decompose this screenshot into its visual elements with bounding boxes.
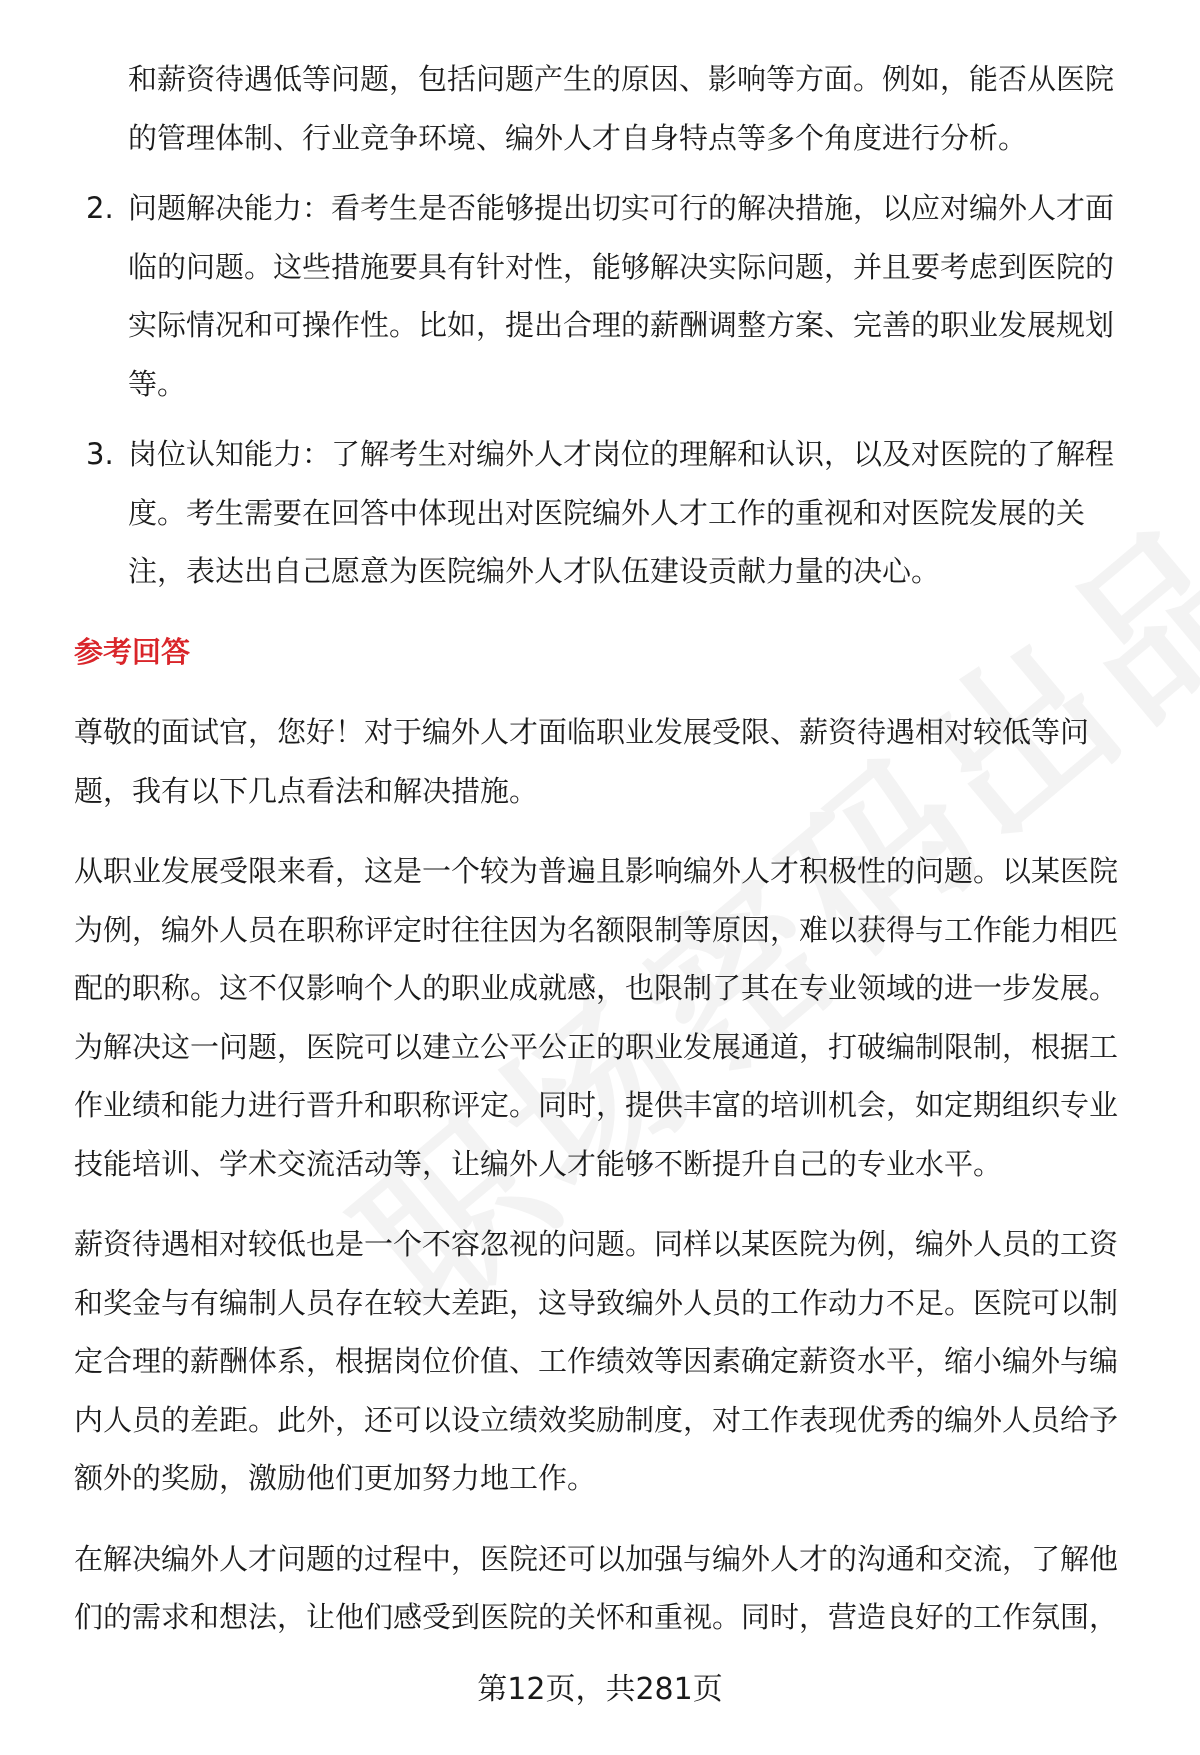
text-line: 配的职称。这不仅影响个人的职业成就感，也限制了其在专业领域的进一步发展。 bbox=[74, 971, 1119, 1005]
text-line: 们的需求和想法，让他们感受到医院的关怀和重视。同时，营造良好的工作氛围， bbox=[74, 1600, 1119, 1634]
list-number: 3. bbox=[86, 437, 114, 471]
text-line: 尊敬的面试官，您好！对于编外人才面临职业发展受限、薪资待遇相对较低等问 bbox=[74, 715, 1090, 749]
text-line: 度。考生需要在回答中体现出对医院编外人才工作的重视和对医院发展的关 bbox=[128, 495, 1086, 530]
criteria-list bbox=[74, 179, 1146, 601]
list-number: 2. bbox=[86, 191, 114, 225]
paragraph bbox=[74, 703, 1146, 820]
section-heading: 参考回答 bbox=[74, 634, 191, 669]
paragraph bbox=[74, 842, 1146, 1193]
text-line: 和奖金与有编制人员存在较大差距，这导致编外人员的工作动力不足。医院可以制 bbox=[74, 1285, 1119, 1320]
text-line: 内人员的差距。此外，还可以设立绩效奖励制度，对工作表现优秀的编外人员给予 bbox=[74, 1402, 1119, 1437]
text-line: 为例，编外人员在职称评定时往往因为名额限制等原因，难以获得与工作能力相匹 bbox=[74, 912, 1119, 947]
text-line: 岗位认知能力：了解考生对编外人才岗位的理解和认识，以及对医院的了解程 bbox=[128, 437, 1115, 471]
text-line: 为解决这一问题，医院可以建立公平公正的职业发展通道，打破编制限制，根据工 bbox=[74, 1029, 1119, 1064]
text-line: 问题解决能力：看考生是否能够提出切实可行的解决措施，以应对编外人才面 bbox=[128, 191, 1115, 225]
text-line: 在解决编外人才问题的过程中，医院还可以加强与编外人才的沟通和交流，了解他 bbox=[74, 1541, 1119, 1576]
page-number: 第12页，共281页 bbox=[477, 1672, 723, 1707]
list-item bbox=[74, 425, 1146, 601]
text-line: 题，我有以下几点看法和解决措施。 bbox=[74, 773, 539, 808]
text-line: 作业绩和能力进行晋升和职称评定。同时，提供丰富的培训机会，如定期组织专业 bbox=[74, 1088, 1119, 1122]
text-line: 额外的奖励，激励他们更加努力地工作。 bbox=[74, 1461, 597, 1495]
text-line: 和薪资待遇低等问题，包括问题产生的原因、影响等方面。例如，能否从医院 bbox=[128, 62, 1115, 96]
paragraph bbox=[74, 1215, 1146, 1508]
page-content bbox=[74, 50, 1146, 1647]
intro-continuation bbox=[74, 50, 1146, 167]
text-line: 的管理体制、行业竞争环境、编外人才自身特点等多个角度进行分析。 bbox=[128, 120, 1028, 155]
paragraph bbox=[74, 1530, 1146, 1647]
text-line: 注，表达出自己愿意为医院编外人才队伍建设贡献力量的决心。 bbox=[128, 554, 941, 588]
text-line: 实际情况和可操作性。比如，提出合理的薪酬调整方案、完善的职业发展规划 bbox=[128, 308, 1115, 342]
list-item bbox=[74, 179, 1146, 413]
text-line: 定合理的薪酬体系，根据岗位价值、工作绩效等因素确定薪资水平，缩小编外与编 bbox=[74, 1344, 1119, 1378]
text-line: 薪资待遇相对较低也是一个不容忽视的问题。同样以某医院为例，编外人员的工资 bbox=[74, 1227, 1119, 1261]
text-line: 临的问题。这些措施要具有针对性，能够解决实际问题，并且要考虑到医院的 bbox=[128, 249, 1115, 284]
text-line: 从职业发展受限来看，这是一个较为普遍且影响编外人才积极性的问题。以某医院 bbox=[74, 854, 1119, 888]
text-line: 技能培训、学术交流活动等，让编外人才能够不断提升自己的专业水平。 bbox=[74, 1146, 1003, 1181]
text-line: 等。 bbox=[128, 366, 187, 401]
